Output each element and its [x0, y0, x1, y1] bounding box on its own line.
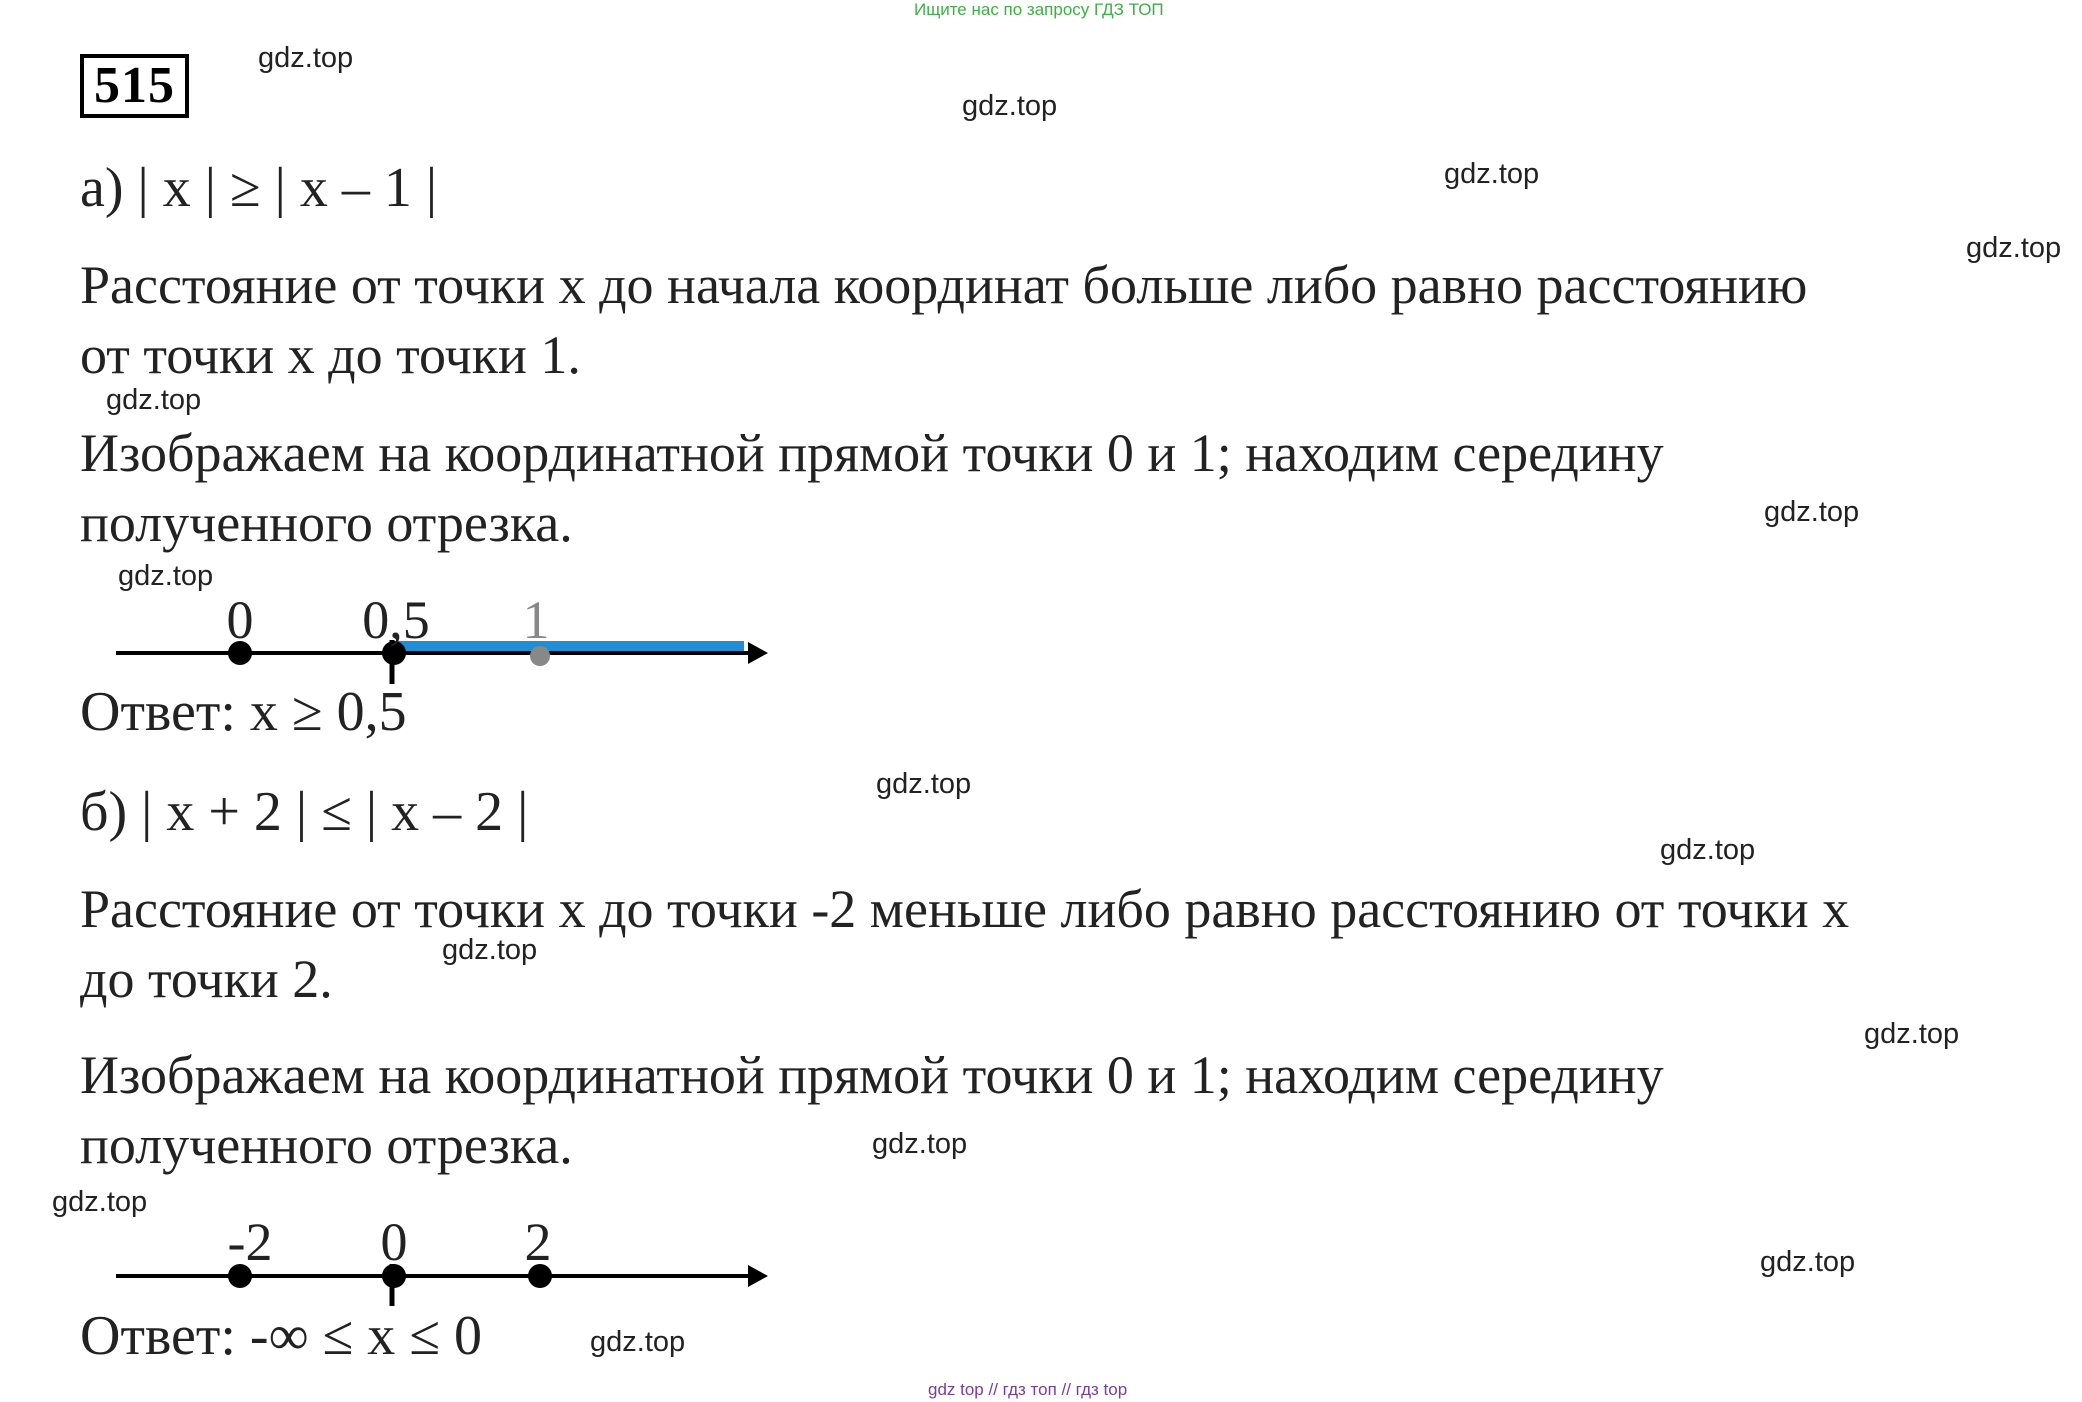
- top-note: Ищите нас по запросу ГДЗ ТОП: [914, 0, 1164, 19]
- part-a-equation: а) | x | ≥ | x – 1 |: [80, 157, 438, 219]
- part-a-text1-line1: Расстояние от точки x до начала координат больше либо равно расстоянию: [80, 255, 1808, 315]
- watermark: gdz.top: [106, 384, 202, 416]
- watermark: gdz.top: [1760, 1246, 1856, 1278]
- watermark: gdz.top: [118, 560, 214, 592]
- problem-number: 515: [80, 54, 189, 118]
- part-a-text2-line1: Изображаем на координатной прямой точки 0 и 1; находим середину: [80, 423, 1664, 483]
- part-a-text2-line2: полученного отрезка.: [80, 493, 573, 553]
- footer-note: gdz top // гдз топ // гдз top: [928, 1380, 1128, 1399]
- part-b-text2-line1: Изображаем на координатной прямой точки 0 и 1; находим середину: [80, 1045, 1664, 1105]
- label-0: 0: [380, 1212, 408, 1272]
- label-0-5: 0,5: [362, 590, 430, 650]
- axis-arrow: [748, 1265, 768, 1287]
- part-b-text1-line2: до точки 2.: [80, 949, 333, 1009]
- part-b-answer: Ответ: -∞ ≤ x ≤ 0: [80, 1305, 482, 1367]
- part-a-answer: Ответ: x ≥ 0,5: [80, 681, 407, 743]
- number-line-b: [0, 1200, 800, 1310]
- label-minus-2: -2: [227, 1212, 273, 1272]
- part-b-text2-line2: полученного отрезка.: [80, 1115, 573, 1175]
- label-1: 1: [522, 590, 550, 650]
- watermark: gdz.top: [962, 90, 1058, 122]
- watermark: gdz.top: [872, 1128, 968, 1160]
- axis-arrow: [748, 642, 768, 664]
- watermark: gdz.top: [1966, 232, 2062, 264]
- watermark: gdz.top: [442, 934, 538, 966]
- watermark: gdz.top: [590, 1326, 686, 1358]
- label-0: 0: [226, 590, 254, 650]
- watermark: gdz.top: [1764, 496, 1860, 528]
- watermark: gdz.top: [1864, 1018, 1960, 1050]
- part-a-text1-line2: от точки x до точки 1.: [80, 325, 581, 385]
- watermark: gdz.top: [1660, 834, 1756, 866]
- number-line-a: [0, 580, 800, 690]
- watermark: gdz.top: [258, 42, 354, 74]
- watermark: gdz.top: [876, 768, 972, 800]
- label-2: 2: [524, 1212, 552, 1272]
- watermark: gdz.top: [1444, 158, 1540, 190]
- part-b-equation: б) | x + 2 | ≤ | x – 2 |: [80, 781, 529, 843]
- part-b-text1-line1: Расстояние от точки x до точки -2 меньше либо равно расстоянию от точки x: [80, 879, 1850, 939]
- watermark: gdz.top: [52, 1186, 148, 1218]
